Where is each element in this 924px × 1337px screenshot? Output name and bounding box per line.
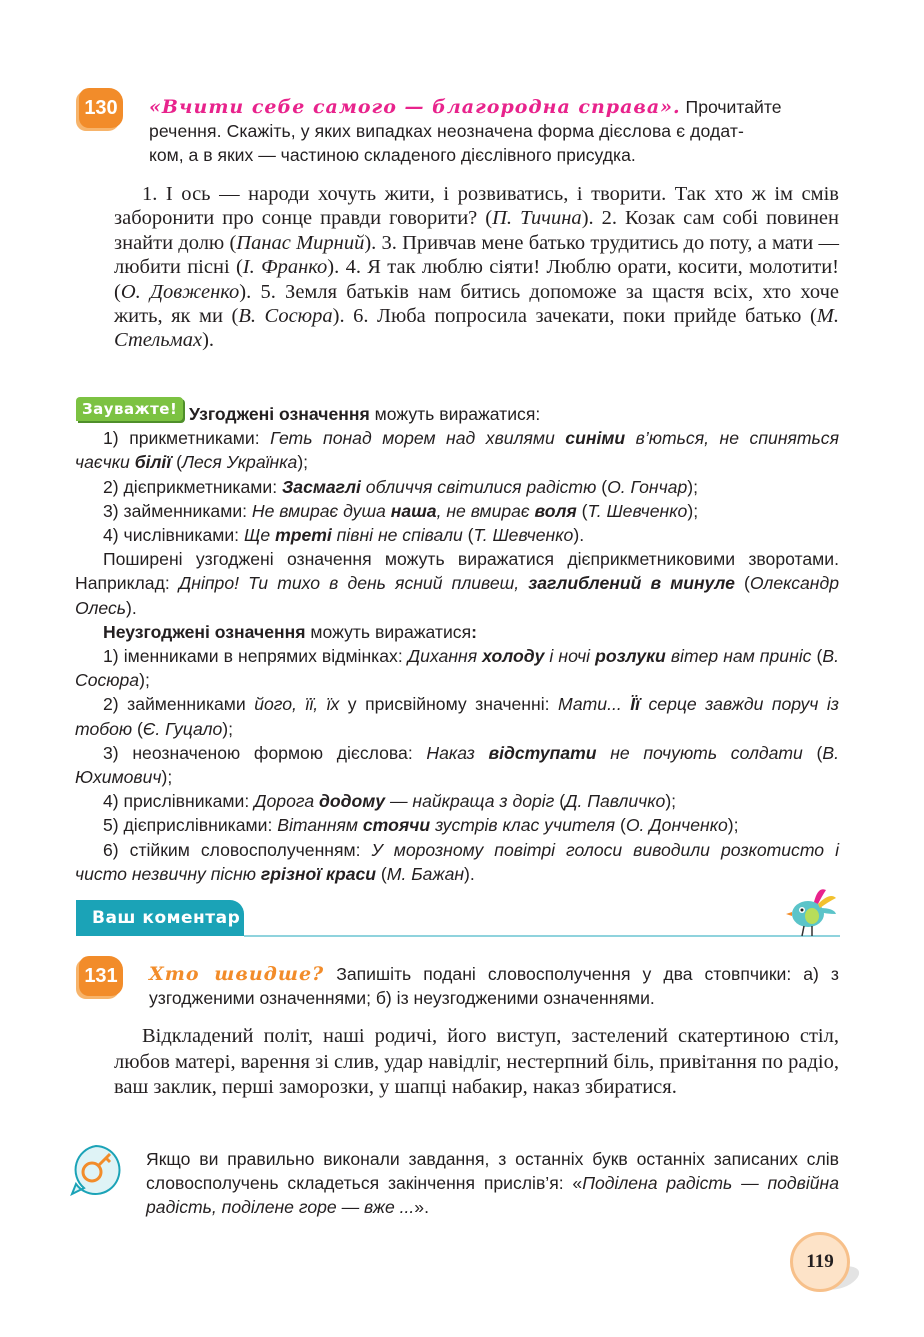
emphasized-text: білії [134, 452, 172, 473]
italic-text: Ще [243, 525, 276, 546]
emphasized-text: Узгоджені означення [189, 404, 370, 424]
italic-text: в’ються, не спиняться чаєчки [75, 428, 839, 473]
emphasized-text: холоду [482, 646, 545, 667]
note-paragraph [75, 547, 839, 620]
note-paragraph [75, 741, 839, 789]
text-run: ); [161, 767, 173, 788]
task-instruction: речення. Скажіть, у яких випадках неозначена форма дієслова є додат- [149, 121, 745, 141]
text-run: 1) іменниками в непрямих відмінках: [103, 646, 408, 667]
note-paragraph [75, 402, 839, 426]
emphasized-text: синіми [565, 428, 626, 449]
italic-text: Т. Шевченко [473, 525, 574, 546]
task-number-badge [79, 956, 123, 996]
text-run: ); [687, 476, 698, 497]
text-run: можуть виражатися [305, 621, 472, 642]
text-run: ( [734, 573, 750, 594]
italic-text: Геть понад морем над хвилями [270, 428, 566, 449]
comment-line [244, 935, 840, 937]
italic-text: Д. Павличко [565, 791, 666, 812]
text-run: 5) дієприслівниками: [103, 815, 278, 836]
italic-text: В. Сосюра [238, 305, 333, 328]
note-paragraph [75, 620, 839, 644]
note-paragraph [75, 692, 839, 740]
text-run: ( [615, 815, 626, 836]
note-paragraph [75, 426, 839, 474]
italic-text: Не вмирає душа [251, 500, 391, 521]
text-run: ); [139, 670, 150, 691]
text-run: ( [132, 718, 143, 739]
italic-text: і ночі [544, 646, 596, 667]
emphasized-text: розлуки [595, 646, 666, 667]
italic-text: М. Бажан [386, 863, 465, 884]
note-block [75, 402, 839, 886]
italic-text: Поділена радість — подвійна радість, поділене горе — вже ... [146, 1173, 839, 1218]
italic-text: — найкраща з доріг [385, 791, 555, 812]
text-run: ( [376, 863, 387, 884]
italic-text: півні не співали [331, 525, 463, 546]
emphasized-text: стоячи [362, 815, 431, 836]
text-run: ). [573, 525, 585, 546]
text-run: ); [222, 718, 234, 739]
task-131-heading [149, 962, 839, 1010]
text-run: 1. І ось — народи хочуть жити, і розвиватись, і творити. Так хто ж ім смів заборонити про сонце правди говорити? ( [114, 183, 839, 230]
text-run: 1) прикметниками: [103, 428, 271, 449]
text-run: ( [462, 525, 474, 546]
note-paragraph [75, 813, 839, 837]
text-run: ). [126, 597, 137, 618]
text-run: ). 3. Привчав мене батько трудитись до поту, а мати — любити пісні ( [114, 231, 839, 279]
emphasized-text: воля [534, 500, 577, 521]
text-run: ). 5. Земля батьків нам битись допоможе за щастя всіх, хто хоче жить, як ми ( [114, 280, 839, 328]
task-instruction: Запишіть подані словосполучення у два стовпчики: а) з узгодженими означеннями; б) із неузгодженими означеннями. [149, 964, 839, 1008]
text-run: ). 4. Я так люблю сіяти! Люблю орати, косити, молотити! ( [114, 256, 839, 303]
italic-text: І. Франко [242, 256, 328, 279]
italic-text: зустрів клас учителя [430, 815, 616, 836]
italic-text: не почують солдати [596, 742, 803, 763]
note-paragraph [75, 499, 839, 523]
emphasized-text: грізної краси [260, 863, 377, 884]
italic-text: його, її, їх [254, 694, 340, 715]
italic-text: серце завжди поруч із тобою [75, 694, 839, 739]
italic-text: Панас Мирний [236, 231, 365, 254]
task-instruction: Прочитайте [685, 97, 782, 117]
text-run: ( [811, 646, 823, 667]
text-run: ( [576, 500, 588, 521]
task-130-heading [149, 95, 839, 167]
italic-text: О. Довженко [120, 280, 240, 303]
note-badge: Зауважте! [76, 397, 183, 421]
italic-text: В. Сосюра [75, 646, 839, 691]
text-run: 3) неозначеною формою дієслова: [103, 742, 427, 763]
italic-text: У морозному повітрі голоси виводили розкотисто і чисто незвичну пісню [75, 839, 839, 884]
emphasized-text: відступати [488, 742, 597, 763]
note-paragraph [75, 644, 839, 692]
text-run: ( [171, 452, 182, 473]
text-run: ( [554, 791, 566, 812]
text-run: ); [297, 452, 309, 473]
task-title: «Вчити себе самого — благородна справа». [149, 96, 681, 118]
text-run: 3) займенниками: [103, 500, 252, 521]
task-131-text: Відкладений політ, наші родичі, його виступ, застелений скатертиною стіл, любов матері, варення зі слив, удар навідліг, нестерпний біль, привітання по радіо, ваш заклик, перші заморозки, у шапці набакир, наказ збиратися. [114, 1025, 839, 1098]
task-instruction: ком, а в яких — частиною складеного дієслівного присудка. [149, 145, 636, 165]
italic-text: Дніпро! Ти тихо в день ясний пливеш, [178, 573, 529, 594]
text-run: ). 2. Козак сам собі повинен знайти долю ( [114, 207, 839, 254]
italic-text: Вітанням [277, 815, 363, 836]
key-hint [146, 1147, 839, 1220]
text-run: 4) числівниками: [103, 525, 244, 546]
note-paragraph [75, 475, 839, 499]
text-run: 2) займенниками [103, 694, 255, 715]
comment-label: Ваш коментар [92, 908, 241, 928]
text-run: можуть виражатися: [369, 404, 541, 424]
italic-text: В. Юхимович [75, 742, 840, 788]
italic-text: М. Стельмах [114, 305, 839, 352]
italic-text: Дорога [254, 791, 320, 812]
key-icon [70, 1144, 122, 1196]
text-run: ( [596, 476, 608, 497]
text-run: ). [464, 863, 475, 884]
page-number-text: 119 [806, 1251, 834, 1272]
emphasized-text: наша [390, 500, 437, 521]
italic-text: П. Тичина [492, 207, 582, 230]
italic-text: Дихання [407, 646, 483, 667]
text-run: ). 6. Люба попросила зачекати, поки прийде батько ( [332, 305, 817, 328]
task-number: 131 [84, 964, 118, 987]
text-run: ); [727, 815, 739, 836]
comment-header [76, 900, 244, 936]
text-run: ); [665, 791, 677, 812]
emphasized-text: треті [275, 525, 332, 546]
text-run: Якщо ви правильно виконали завдання, з останніх букв останніх записаних слів словосполучень складеться закінчення прислів’я: « [146, 1149, 839, 1194]
page-number [790, 1232, 850, 1292]
note-paragraph [75, 523, 839, 547]
italic-text: О. Гончар [607, 476, 688, 497]
text-run: 6) стійким словосполученням: [103, 839, 372, 860]
text-run: ); [687, 500, 699, 521]
text-run: 4) прислівниками: [103, 791, 255, 812]
task-title: Хто швидше? [149, 963, 325, 985]
italic-text: вітер нам приніс [665, 646, 812, 667]
italic-text: , не вмирає [436, 500, 535, 521]
italic-text: Леся Українка [181, 452, 298, 473]
emphasized-text: заглиблений в минуле [528, 573, 735, 594]
text-run: у присвійному значенні: [339, 694, 558, 715]
text-run: 2) дієприкметниками: [103, 476, 282, 497]
emphasized-text: Її [630, 694, 641, 715]
text-run: ». [414, 1197, 429, 1218]
emphasized-text: додому [319, 791, 386, 812]
italic-text: Т. Шевченко [587, 500, 688, 521]
text-run: ( [802, 742, 823, 763]
emphasized-text: Неузгоджені означення [103, 621, 306, 642]
text-run: Поширені узгоджені означення можуть виражатися дієприкметниковими зворотами. Наприклад: [75, 549, 839, 594]
task-number: 130 [84, 96, 118, 119]
note-paragraph [75, 789, 839, 813]
italic-text: О. Донченко [625, 815, 728, 836]
italic-text: Наказ [426, 742, 489, 763]
text-run: ). [202, 329, 215, 352]
bird-icon [782, 878, 842, 940]
note-paragraph [75, 838, 839, 886]
italic-text: Мати... [558, 694, 631, 715]
emphasized-text: : [471, 621, 477, 642]
task-number-badge [79, 88, 123, 128]
italic-text: Є. Гуцало [142, 718, 223, 739]
italic-text: Олександр Олесь [75, 573, 839, 618]
emphasized-text: Засмаглі [282, 476, 361, 497]
task-130-text [114, 182, 839, 353]
italic-text: обличчя світилися радістю [360, 476, 597, 497]
